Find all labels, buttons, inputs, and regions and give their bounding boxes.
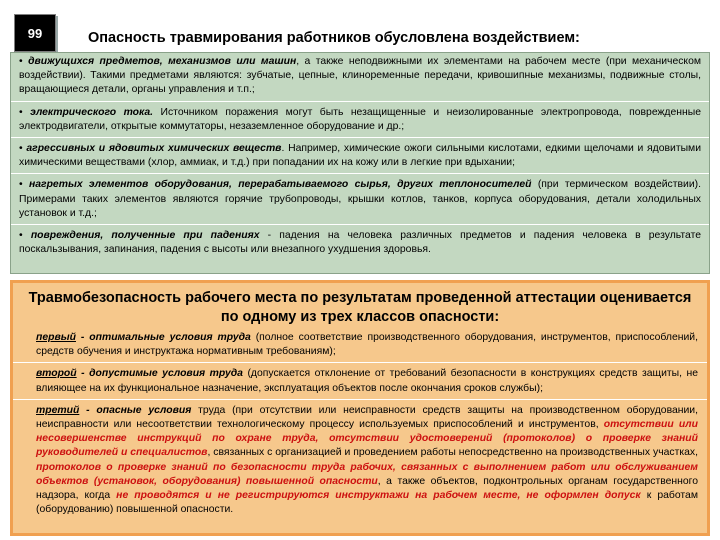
class-item-first — [22, 331, 698, 359]
highlight-text: отсутствии или несовершенстве инструкций по охране труда, отсутствии удостоверений (протоколов) о проверке знаний руководителей и специалистов — [36, 419, 698, 459]
hazard-item: • нагретых элементов оборудования, перерабатываемого сырья, других теплоносителей (при термическом воздействии). Примерами таких элементов являются горячие трубопроводы, крышки котлов, танков, корпуса оборудования, детали холодильных установок и т.д.; — [19, 179, 701, 219]
class-text: , а также объектов, подконтрольных органам государственного надзора, когда — [36, 475, 698, 502]
hazard-lead: нагретых элементов оборудования, перерабатываемого сырья, других теплоносителей — [28, 179, 532, 191]
highlight-text: протоколов о проверке знаний по безопасности труда рабочих, связанных с выполнением работ или обслуживанием объектов (установок, оборудования) повышенной опасности — [36, 461, 698, 487]
hazard-text: , а также неподвижными их элементами на рабочем месте (при механическом воздействии). Такими предметами являются: зубчатые, цепные, клиноременные передачи, кривошипные механизмы, подвижные столы, вращающиеся детали, органы управления и т.п.; — [19, 56, 702, 96]
hazards-panel — [10, 52, 710, 274]
class-item-third — [22, 404, 698, 518]
divider — [11, 224, 709, 225]
hazard-lead: электрического тока. — [30, 106, 154, 118]
class-text: (допускается отклонение от требований безопасности в конструкциях средств защиты, не влияющее на их функциональное назначение, эксплуатация объектов после окончания сроков службы); — [36, 368, 698, 394]
hazard-lead: повреждения, полученные при падениях — [30, 230, 260, 242]
divider — [11, 173, 709, 174]
hazard-item: • агрессивных и ядовитых химических веществ. Например, химические ожоги сильными кислотами, едкими щелочами и ядовитыми химическими веществами (хлор, аммиак, и т.д.) при попадании их на кожу или в легкие при вдыхании; — [19, 143, 701, 169]
class-text: , связанных с организацией и проведением работы непосредственно на производственных участках, — [207, 447, 698, 459]
divider — [11, 101, 709, 102]
class-text: труда (при отсутствии или неисправности средств защиты на производственном оборудовании, неисправности или несоответствии технологическому процессу используемых приспособлений и инструментов, — [36, 404, 698, 431]
divider — [13, 362, 707, 363]
hazard-text: - падения на человека различных предметов и падения человека в результате поскальзывания, запинания, падения с высоты или внезапного ухудшения здоровья. — [19, 230, 701, 256]
page-title: Опасность травмирования работников обусловлена воздействием: — [88, 30, 580, 46]
class-desc: - оптимальные условия труда — [75, 332, 251, 343]
class-desc: - допустимые условия труда — [76, 368, 243, 380]
hazard-text: Источником поражения могут быть незащищенные и неизолированные электропровода, поврежденные электродвигатели, открытые коммутаторы, незаземленное оборудование и др.; — [19, 106, 702, 132]
class-name: третий — [36, 404, 80, 416]
highlight-text: не проводятся и не регистрируются инструктажи на рабочем месте, не оформлен допуск — [116, 490, 641, 502]
hazard-item: • движущихся предметов, механизмов или машин, а также неподвижными их элементами на рабочем месте (при механическом воздействии). Такими предметами являются: зубчатые, цепные, клиноременные передачи, кривошипные механизмы, подвижные столы, вращающиеся детали, органы управления и т.п.; — [19, 56, 702, 96]
danger-classes-panel — [10, 280, 710, 536]
divider — [13, 399, 707, 400]
slide-number-badge: 99 — [14, 14, 56, 52]
class-text: к работам (оборудованию) повышенной опасности. — [36, 490, 698, 516]
class-name: второй — [36, 368, 77, 380]
class-desc: - опасные условия — [79, 404, 192, 416]
divider — [11, 137, 709, 138]
hazard-lead: движущихся предметов, механизмов или машин — [28, 56, 297, 67]
section-heading: Травмобезопасность рабочего места по результатам проведенной аттестации оценивается по одному из трех классов опасности: — [28, 290, 692, 325]
hazard-text: (при термическом воздействии). Примерами таких элементов являются горячие трубопроводы, крышки котлов, танков, корпуса оборудования, детали холодильных установок и т.д.; — [19, 179, 701, 219]
class-name: первый — [36, 332, 76, 343]
class-item-second — [22, 367, 698, 395]
hazard-text: . Например, химические ожоги сильными кислотами, едкими щелочами и ядовитыми химическими веществами (хлор, аммиак, и т.д.) при попадании их на кожу или в легкие при вдыхании; — [19, 143, 701, 169]
hazard-item: • электрического тока. Источником поражения могут быть незащищенные и неизолированные электропровода, поврежденные электродвигатели, открытые коммутаторы, незаземленное оборудование и др.; — [19, 106, 702, 132]
hazard-lead: агрессивных и ядовитых химических веществ — [26, 143, 282, 155]
hazard-item: • повреждения, полученные при падениях - падения на человека различных предметов и падения человека в результате поскальзывания, запинания, падения с высоты или внезапного ухудшения здоровья. — [19, 230, 701, 256]
class-text: (полное соответствие производственного оборудования, инструментов, приспособлений, средств обучения и инструктажа нормативным требованиям); — [36, 332, 698, 358]
